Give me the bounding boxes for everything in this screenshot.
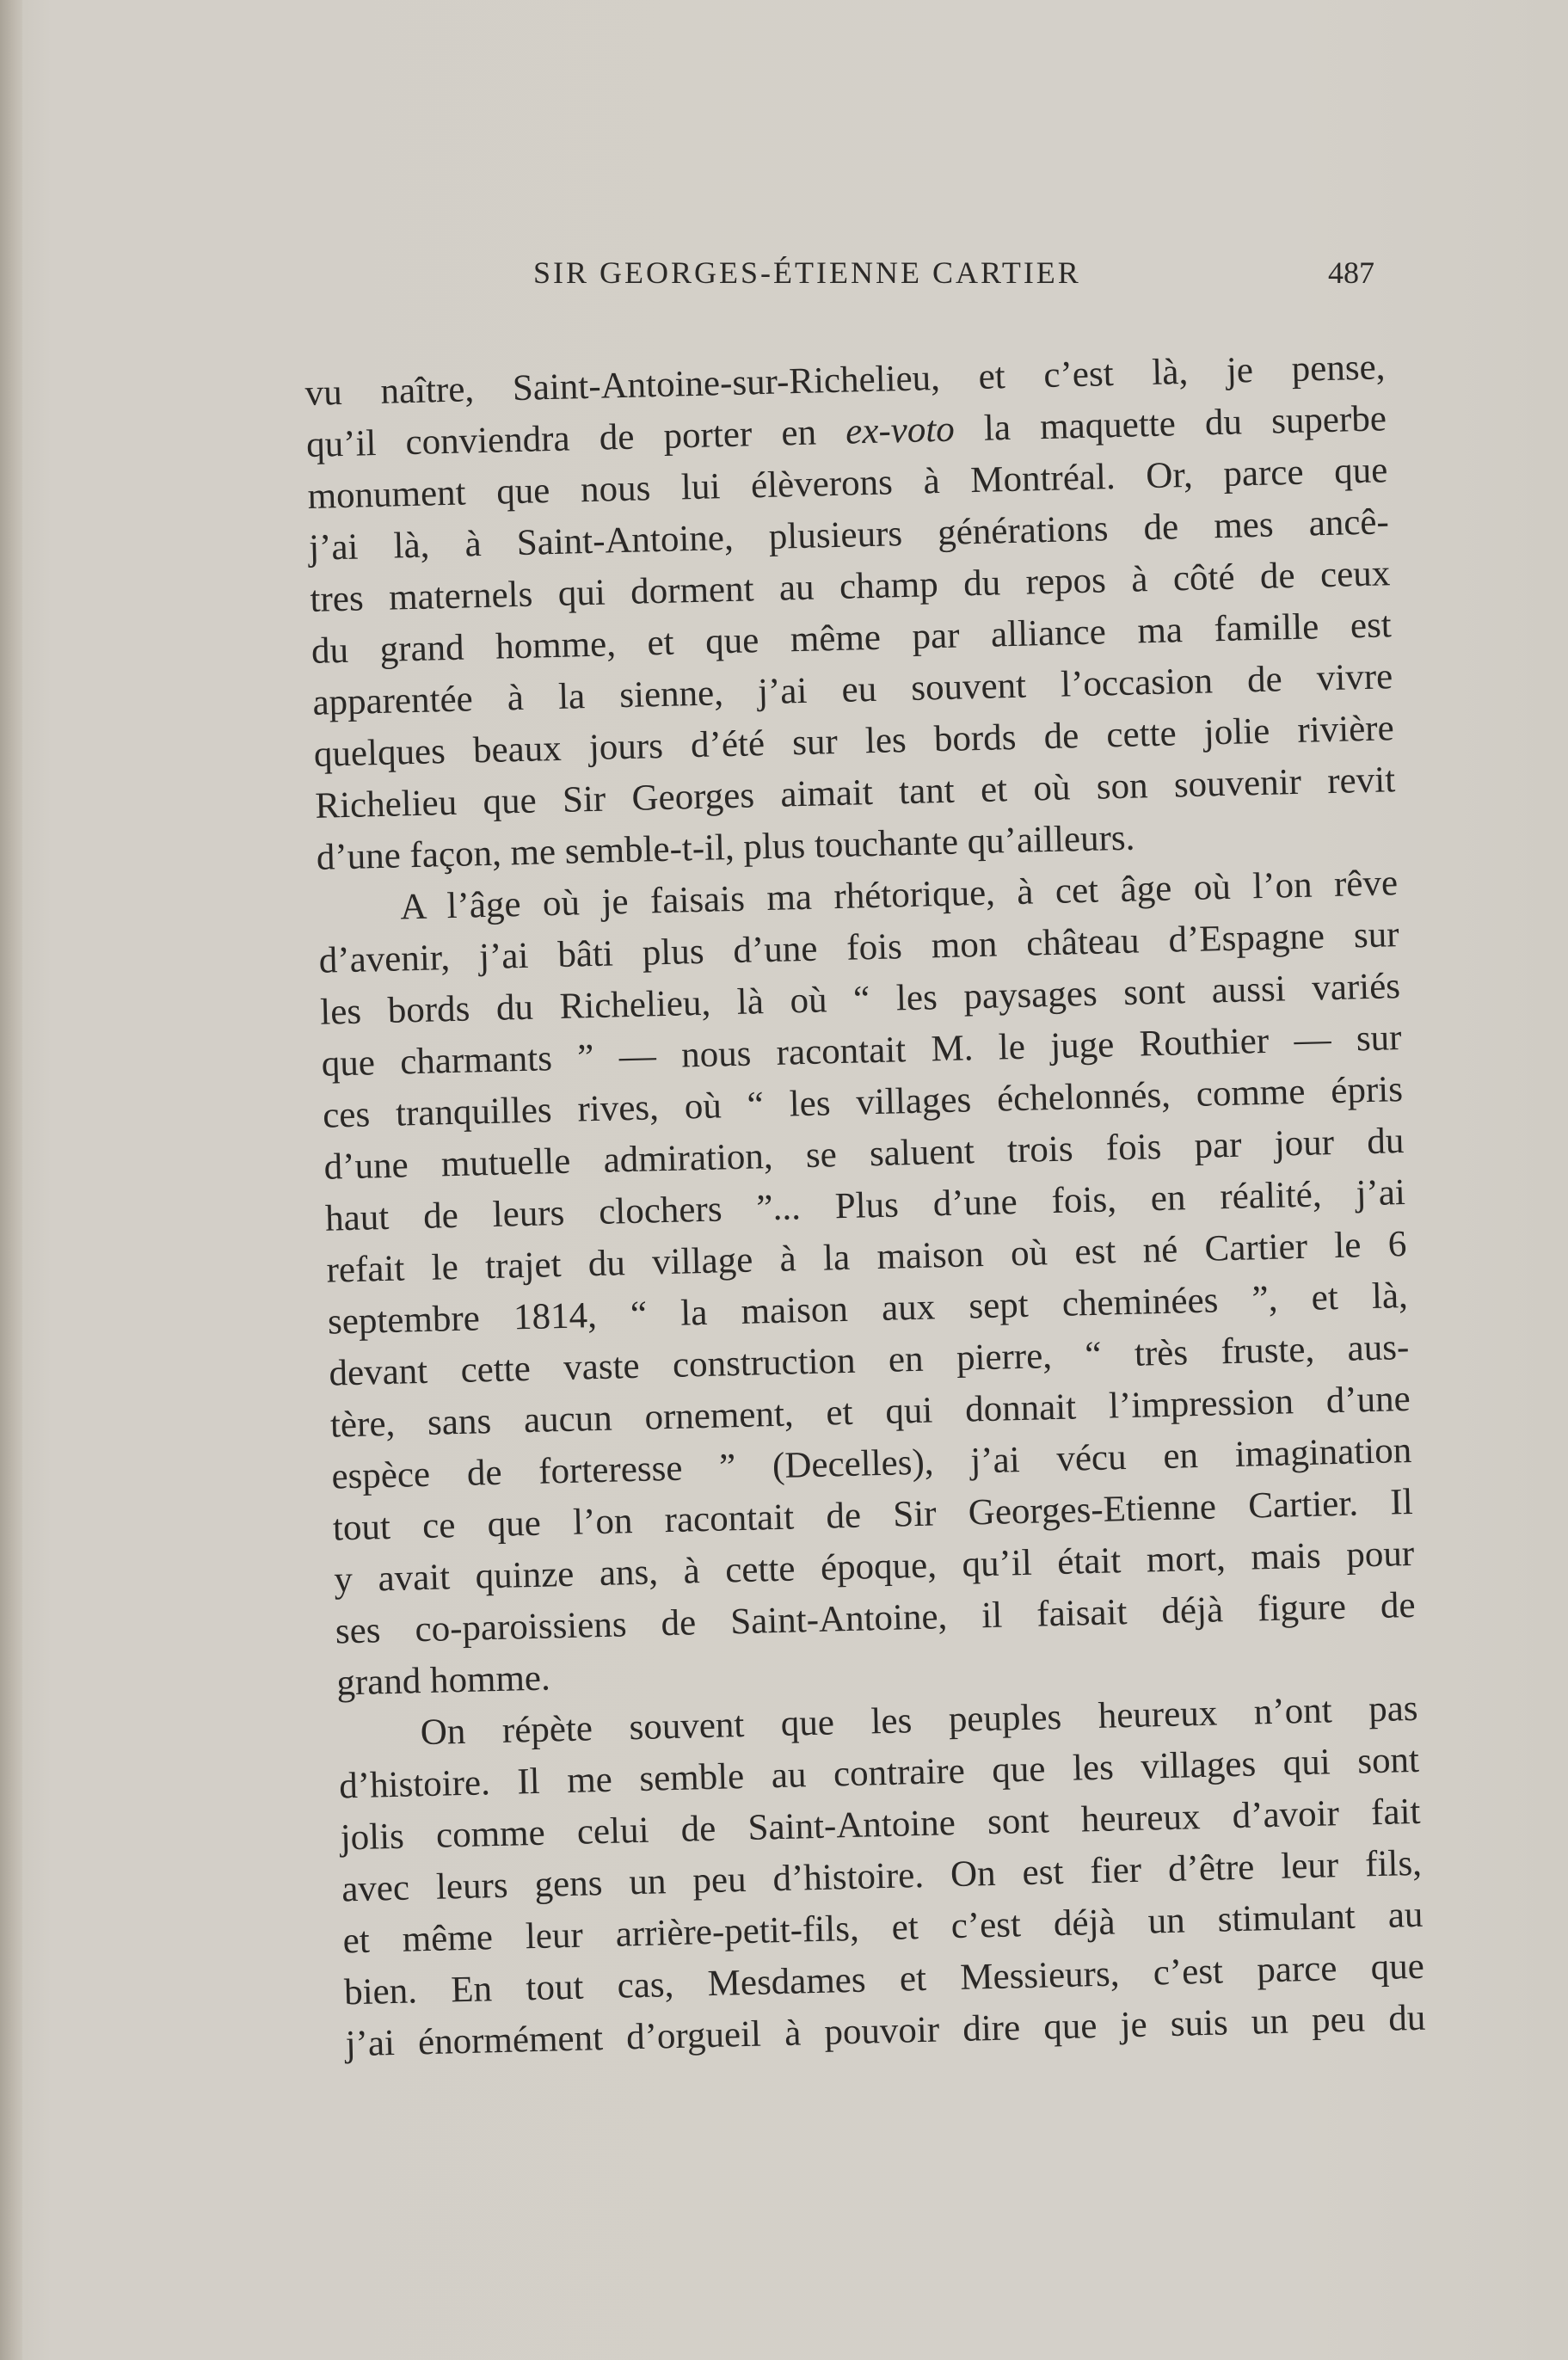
text-line: tres maternels qui dorment au champ du repos à côté de ceux (310, 553, 1391, 620)
text-line: grand homme. (335, 1657, 551, 1704)
text-line: ces tranquilles rives, où “ les villages échelonnés, comme épris (322, 1069, 1404, 1136)
text-line: quelques beaux jours d’été sur les bords de cette jolie rivière (313, 708, 1395, 775)
text-line: tère, sans aucun ornement, et qui donnait l’impression d’une (329, 1378, 1411, 1446)
text-line: et même leur arrière-petit-fils, et c’est déjà un stimulant au (342, 1894, 1423, 1962)
text-line: monument que nous lui élèverons à Montréal. Or, parce que (307, 450, 1388, 517)
text-line: d’histoire. Il me semble au contraire que les villages qui sont (338, 1739, 1420, 1807)
text-line: Richelieu que Sir Georges aimait tant et où son souvenir revit (314, 759, 1396, 827)
text-line: refait le trajet du village à la maison où est né Cartier le 6 (326, 1224, 1407, 1291)
body-text (304, 341, 1426, 2070)
text-line: bien. En tout cas, Mesdames et Messieurs, c’est parce que (343, 1945, 1425, 2013)
text-line: tout ce que l’on racontait de Sir Georges-Etienne Cartier. Il (332, 1481, 1414, 1549)
text-line: du grand homme, et que même par alliance ma famille est (311, 605, 1393, 672)
text-line: d’une façon, me semble-t-il, plus touchante qu’ailleurs. (316, 817, 1135, 878)
italic-term: ex-voto (845, 409, 956, 452)
text-line: devant cette vaste construction en pierre, “ très fruste, aus- (328, 1326, 1410, 1394)
text-line: haut de leurs clochers ”... Plus d’une fois, en réalité, j’ai (324, 1172, 1406, 1239)
text-line-part: qu’il conviendra de porter en (305, 411, 846, 465)
text-line: septembre 1814, “ la maison aux sept cheminées ”, et là, (327, 1275, 1409, 1343)
text-line-part: la maquette du superbe (954, 398, 1387, 450)
running-title: SIR GEORGES-ÉTIENNE CARTIER (533, 255, 1081, 290)
text-line: j’ai là, à Saint-Antoine, plusieurs générations de mes ancê- (308, 501, 1390, 568)
text-line: les bords du Richelieu, là où “ les paysages sont aussi variés (319, 966, 1401, 1033)
text-line: y avait quinze ans, à cette époque, qu’il était mort, mais pour (333, 1533, 1415, 1601)
text-line: avec leurs gens un peu d’histoire. On est fier d’être leur fils, (341, 1842, 1423, 1910)
paragraph-start: A l’âge où je faisais ma rhétorique, à cet âge où l’on rêve (399, 863, 1399, 928)
text-line: d’une mutuelle admiration, se saluent trois fois par jour du (323, 1121, 1405, 1188)
text-line: espèce de forteresse ” (Decelles), j’ai vécu en imagination (330, 1429, 1412, 1497)
text-line: jolis comme celui de Saint-Antoine sont heureux d’avoir fait (340, 1791, 1421, 1859)
text-line: que charmants ” — nous racontait M. le juge Routhier — sur (321, 1017, 1402, 1085)
text-line: apparentée à la sienne, j’ai eu souvent l’occasion de vivre (311, 656, 1393, 723)
text-line: d’avenir, j’ai bâti plus d’une fois mon château d’Espagne sur (318, 914, 1400, 981)
page-gutter-edge (0, 0, 22, 2360)
paragraph-start: On répète souvent que les peuples heureux n’ont pas (420, 1687, 1419, 1754)
text-line: j’ai énormément d’orgueil à pouvoir dire que je suis un peu du (345, 1997, 1426, 2065)
text-line: ses co-paroissiens de Saint-Antoine, il faisait déjà figure de (335, 1584, 1417, 1652)
page-number: 487 (1328, 255, 1374, 290)
text-line: vu naître, Saint-Antoine-sur-Richelieu, et c’est là, je pense, (304, 347, 1386, 414)
